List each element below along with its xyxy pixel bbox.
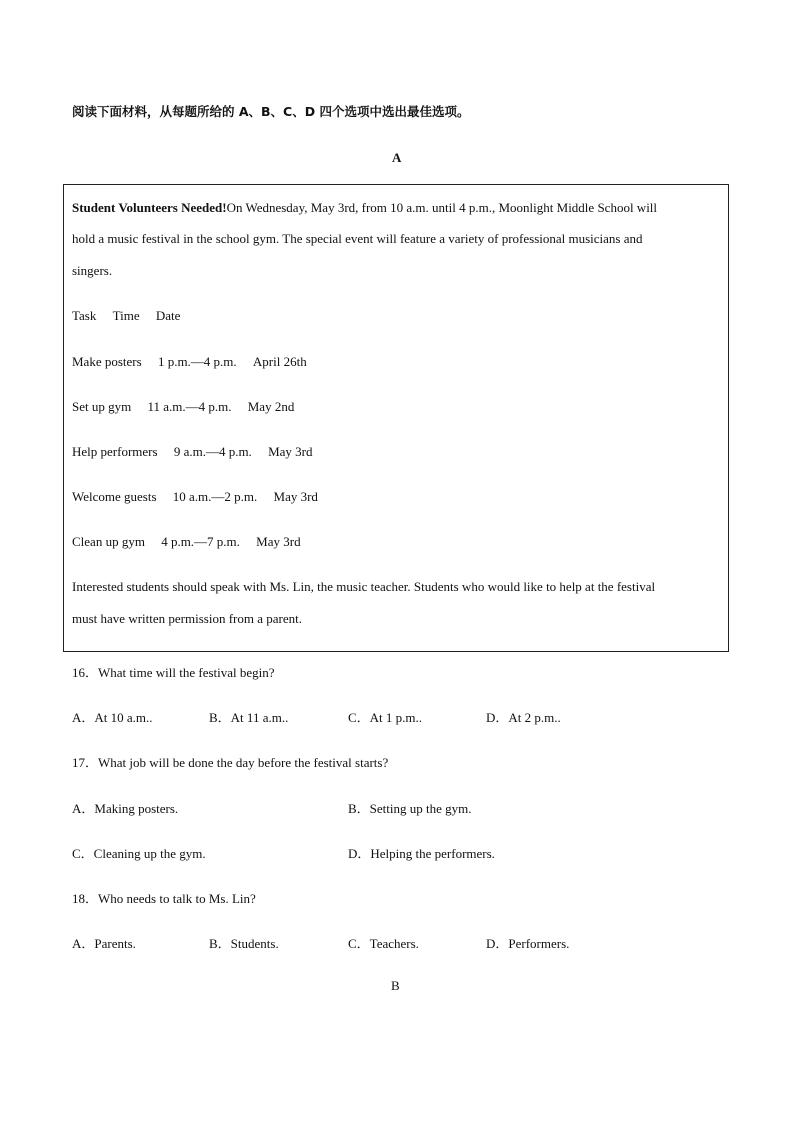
- notice-heading: Student Volunteers Needed!: [72, 200, 227, 215]
- table-row: [72, 444, 312, 460]
- question-18-stem: 18．Who needs to talk to Ms. Lin?: [72, 891, 256, 906]
- table-header-task: Task: [72, 308, 97, 323]
- table-header-date: Date: [155, 308, 181, 323]
- notice-box: [63, 184, 729, 652]
- notice-intro-text-1: On Wednesday, May 3rd, from 10 a.m. until 4 p.m., Moonlight Middle School will: [226, 200, 658, 215]
- table-cell-task: Welcome guests: [72, 489, 157, 504]
- notice-closing-line-1: Interested students should speak with Ms. Lin, the music teacher. Students who would like to help at the festival: [72, 579, 656, 594]
- table-cell-time: 10 a.m.—2 p.m.: [172, 489, 258, 504]
- question-18-option-a[interactable]: A．Parents.: [72, 936, 136, 951]
- table-cell-date: April 26th: [252, 354, 307, 369]
- question-16-option-b[interactable]: B．At 11 a.m..: [209, 710, 289, 725]
- question-18-option-d[interactable]: D．Performers.: [486, 936, 570, 951]
- table-cell-date: May 3rd: [268, 444, 313, 459]
- table-cell-time: 4 p.m.—7 p.m.: [161, 534, 240, 549]
- question-16-option-d[interactable]: D．At 2 p.m..: [486, 710, 561, 725]
- question-16-option-c[interactable]: C．At 1 p.m..: [348, 710, 423, 725]
- notice-intro-line-1: [72, 200, 657, 216]
- notice-closing-line-2: must have written permission from a parent.: [72, 611, 302, 626]
- table-cell-date: May 3rd: [273, 489, 318, 504]
- table-cell-task: Set up gym: [72, 399, 132, 414]
- question-17-option-a[interactable]: A．Making posters.: [72, 801, 179, 816]
- question-16-stem: 16．What time will the festival begin?: [72, 665, 275, 680]
- table-cell-time: 11 a.m.—4 p.m.: [147, 399, 232, 414]
- table-row: [72, 534, 301, 550]
- question-17-option-c[interactable]: C．Cleaning up the gym.: [72, 846, 206, 861]
- section-a-label: A: [392, 150, 402, 165]
- question-17-option-d[interactable]: D．Helping the performers.: [348, 846, 495, 861]
- question-18-option-b[interactable]: B．Students.: [209, 936, 279, 951]
- table-cell-task: Help performers: [72, 444, 158, 459]
- question-17-stem: 17．What job will be done the day before the festival starts?: [72, 755, 389, 770]
- table-cell-date: May 2nd: [247, 399, 295, 414]
- notice-intro-line-2: hold a music festival in the school gym. The special event will feature a variety of professional musicians and: [72, 231, 643, 246]
- question-18-option-c[interactable]: C．Teachers.: [348, 936, 419, 951]
- table-row: [72, 399, 294, 415]
- table-header-time: Time: [112, 308, 140, 323]
- table-row: [72, 489, 318, 505]
- table-header-row: [72, 308, 180, 324]
- table-cell-time: 9 a.m.—4 p.m.: [173, 444, 252, 459]
- table-cell-task: Make posters: [72, 354, 142, 369]
- question-16-option-a[interactable]: A．At 10 a.m..: [72, 710, 153, 725]
- table-cell-task: Clean up gym: [72, 534, 145, 549]
- notice-intro-line-3: singers.: [72, 263, 113, 278]
- section-b-label: B: [391, 978, 400, 993]
- table-row: [72, 354, 307, 370]
- table-cell-time: 1 p.m.—4 p.m.: [157, 354, 237, 369]
- table-cell-date: May 3rd: [256, 534, 301, 549]
- instruction-text: 阅读下面材料，从每题所给的 A、B、C、D 四个选项中选出最佳选项。: [72, 104, 470, 119]
- question-17-option-b[interactable]: B．Setting up the gym.: [348, 801, 472, 816]
